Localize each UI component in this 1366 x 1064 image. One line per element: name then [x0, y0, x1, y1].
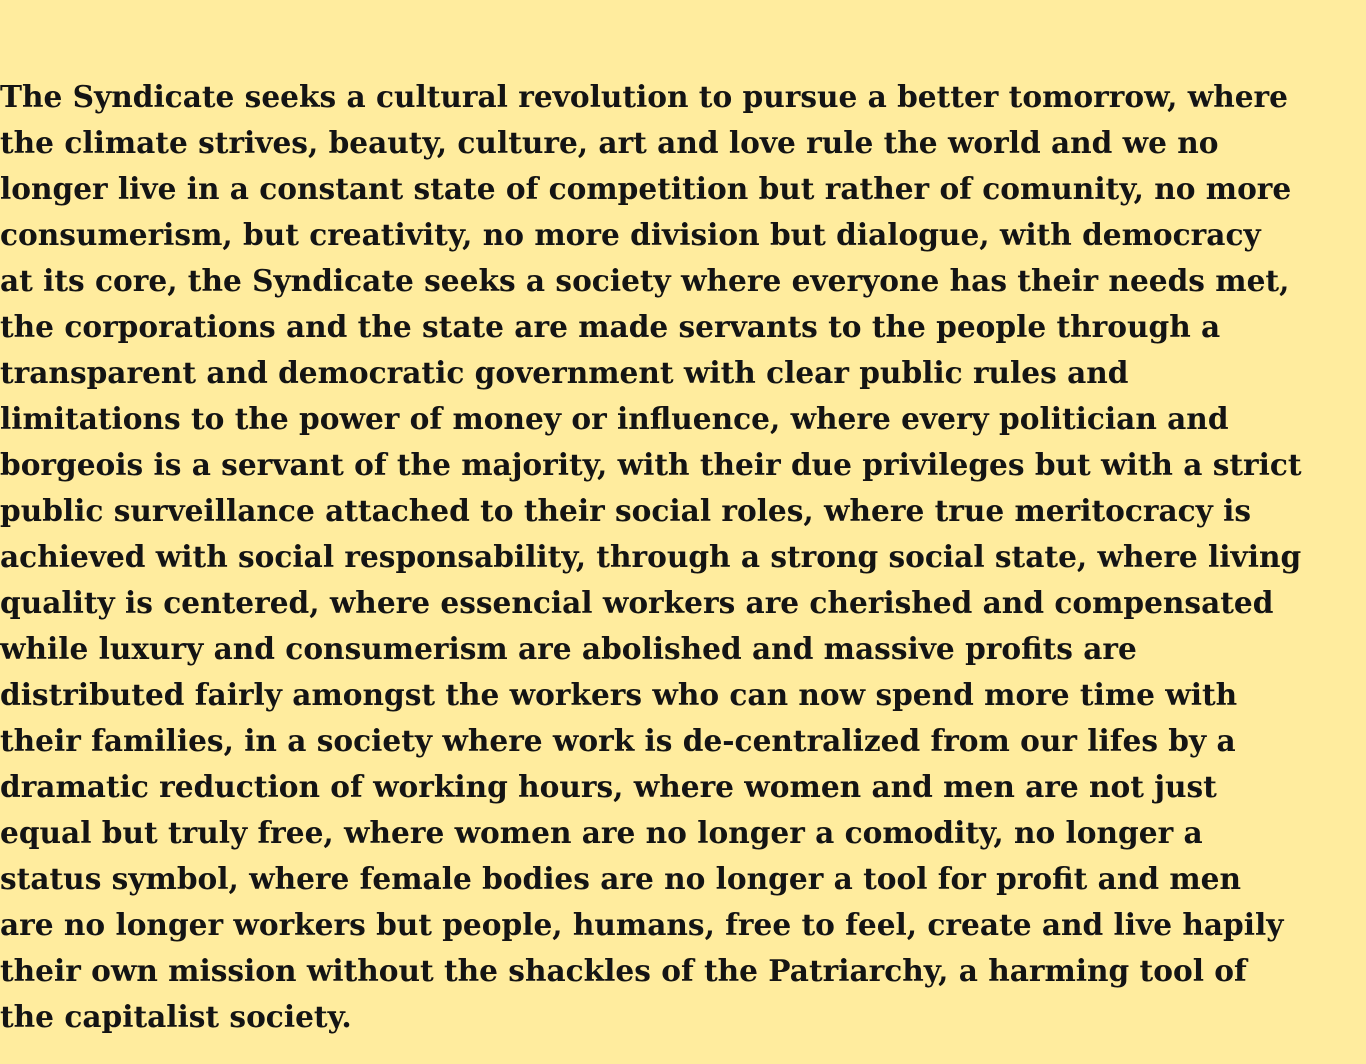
text-line-14: distributed fairly amongst the workers who can now spend more time with	[0, 677, 1238, 712]
text-line-16: dramatic reduction of working hours, where women and men are not just	[0, 769, 1217, 804]
text-line-19: are no longer workers but people, humans, free to feel, create and live hapily	[0, 907, 1284, 942]
text-line-12: quality is centered, where essencial workers are cherished and compensated	[0, 585, 1274, 620]
body-paragraph	[0, 74, 1366, 1040]
text-line-7: transparent and democratic government with clear public rules and	[0, 355, 1129, 390]
text-line-21: the capitalist society.	[0, 999, 352, 1034]
text-line-1: The Syndicate seeks a cultural revolution to pursue a better tomorrow, where	[0, 79, 1288, 114]
text-line-13: while luxury and consumerism are abolished and massive profits are	[0, 631, 1137, 666]
text-line-9: borgeois is a servant of the majority, with their due privileges but with a strict	[0, 447, 1302, 482]
text-line-20: their own mission without the shackles of the Patriarchy, a harming tool of	[0, 953, 1247, 988]
text-line-4: consumerism, but creativity, no more division but dialogue, with democracy	[0, 217, 1261, 252]
text-line-10: public surveillance attached to their social roles, where true meritocracy is	[0, 493, 1252, 528]
text-line-3: longer live in a constant state of competition but rather of comunity, no more	[0, 171, 1292, 206]
text-line-18: status symbol, where female bodies are no longer a tool for profit and men	[0, 861, 1241, 896]
text-line-17: equal but truly free, where women are no longer a comodity, no longer a	[0, 815, 1203, 850]
text-line-8: limitations to the power of money or influence, where every politician and	[0, 401, 1229, 436]
text-line-5: at its core, the Syndicate seeks a society where everyone has their needs met,	[0, 263, 1290, 298]
text-line-15: their families, in a society where work is de-centralized from our lifes by a	[0, 723, 1236, 758]
text-line-2: the climate strives, beauty, culture, art and love rule the world and we no	[0, 125, 1219, 160]
text-line-11: achieved with social responsability, through a strong social state, where living	[0, 539, 1302, 574]
text-line-6: the corporations and the state are made servants to the people through a	[0, 309, 1221, 344]
